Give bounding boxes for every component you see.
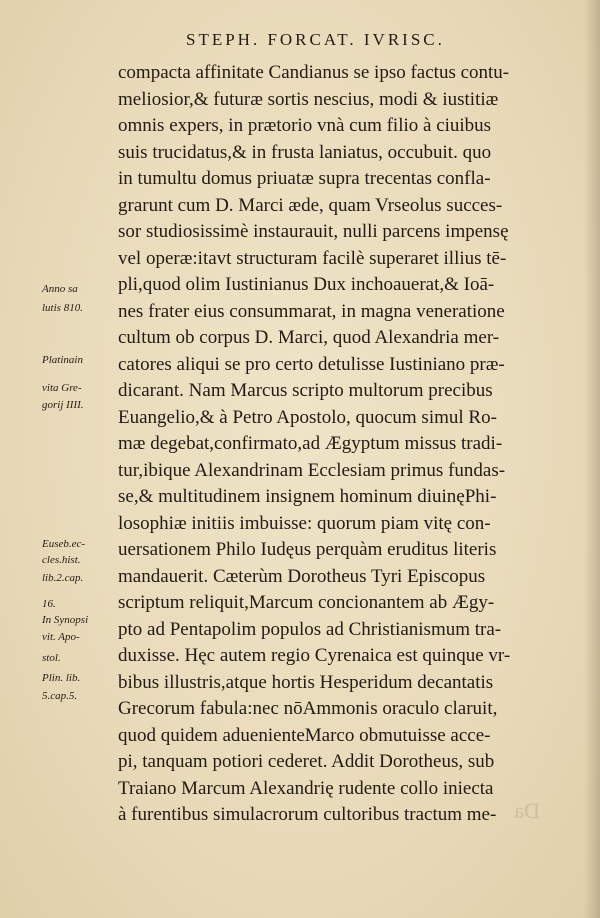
marginal-note: Plin. lib. <box>42 672 81 684</box>
text-line: vel operæ:itavt structuram facilè superaret illius tē- <box>118 248 507 269</box>
show-through-ink: Da <box>514 798 540 823</box>
marginal-note: 5.cap.5. <box>42 690 78 702</box>
text-line: in tumultu domus priuatæ supra trecentas confla- <box>118 168 491 189</box>
marginal-note: Euseb.ec- <box>42 538 86 550</box>
marginal-note: Anno sa <box>42 283 78 295</box>
text-line: sor studiosissimè instaurauit, nulli parcens impensę <box>118 221 509 242</box>
text-line: Euangelio,& à Petro Apostolo, quocum simul Ro- <box>118 407 497 428</box>
text-line: catores aliqui se pro certo detulisse Iustiniano præ- <box>118 354 505 375</box>
text-line: pli,quod olim Iustinianus Dux inchoauerat,& Ioā- <box>118 274 495 295</box>
text-line: suis trucidatus,& in frusta laniatus, occubuit. quo <box>118 142 492 163</box>
marginal-note: cles.hist. <box>42 554 81 566</box>
text-line: mandauerit. Cæterùm Dorotheus Tyri Episcopus <box>118 566 486 587</box>
marginal-note: 16. <box>42 598 56 610</box>
text-line: duxisse. Hęc autem regio Cyrenaica est quinque vr- <box>118 645 511 666</box>
running-header: STEPH. FORCAT. IVRISC. <box>186 30 445 49</box>
text-line: losophiæ initiis imbuisse: quorum piam vitę con- <box>118 513 491 534</box>
text-line: uersationem Philo Iudęus perquàm eruditus literis <box>118 539 497 560</box>
text-line: nes frater eius consummarat, in magna veneratione <box>118 301 505 322</box>
text-line: à furentibus simulacrorum cultoribus tractum me- <box>118 804 497 825</box>
marginal-note: vit. Apo- <box>42 631 80 643</box>
text-line: pi, tanquam potiori cederet. Addit Dorotheus, sub <box>118 751 495 772</box>
marginal-note: lutis 810. <box>42 302 83 314</box>
text-line: Traiano Marcum Alexandrię rudente collo iniecta <box>118 778 494 799</box>
text-line: omnis expers, in prætorio vnà cum filio à ciuibus <box>118 115 492 136</box>
marginal-note: lib.2.cap. <box>42 572 84 584</box>
marginal-note: In Synopsi <box>42 614 89 626</box>
text-line: cultum ob corpus D. Marci, quod Alexandria mer- <box>118 327 500 348</box>
text-line: se,& multitudinem insignem hominum diuinęPhi- <box>118 486 497 507</box>
marginal-note: vita Gre- <box>42 382 82 394</box>
text-line: pto ad Pentapolim populos ad Christianismum tra- <box>118 619 502 640</box>
marginal-note: stol. <box>42 652 61 664</box>
text-line: meliosior,& futuræ sortis nescius, modi & iustitiæ <box>118 89 499 110</box>
text-line: compacta affinitate Candianus se ipso factus contu- <box>118 62 510 83</box>
text-line: quod quidem aduenienteMarco obmutuisse acce- <box>118 725 491 746</box>
text-line: mæ degebat,confirmato,ad Ægyptum missus tradi- <box>118 433 503 454</box>
text-line: scriptum reliquit,Marcum concionantem ab Ægy- <box>118 592 495 613</box>
marginal-note: gorij IIII. <box>42 399 84 411</box>
text-line: Grecorum fabula:nec nōAmmonis oraculo claruit, <box>118 698 498 719</box>
text-line: bibus illustris,atque hortis Hesperidum decantatis <box>118 672 494 693</box>
text-line: tur,ibique Alexandrinam Ecclesiam primus fundas- <box>118 460 506 481</box>
text-line: dicarant. Nam Marcus scripto multorum precibus <box>118 380 493 401</box>
text-line: grarunt cum D. Marci æde, quam Vrseolus succes- <box>118 195 503 216</box>
marginal-note: Platinain <box>42 354 83 366</box>
